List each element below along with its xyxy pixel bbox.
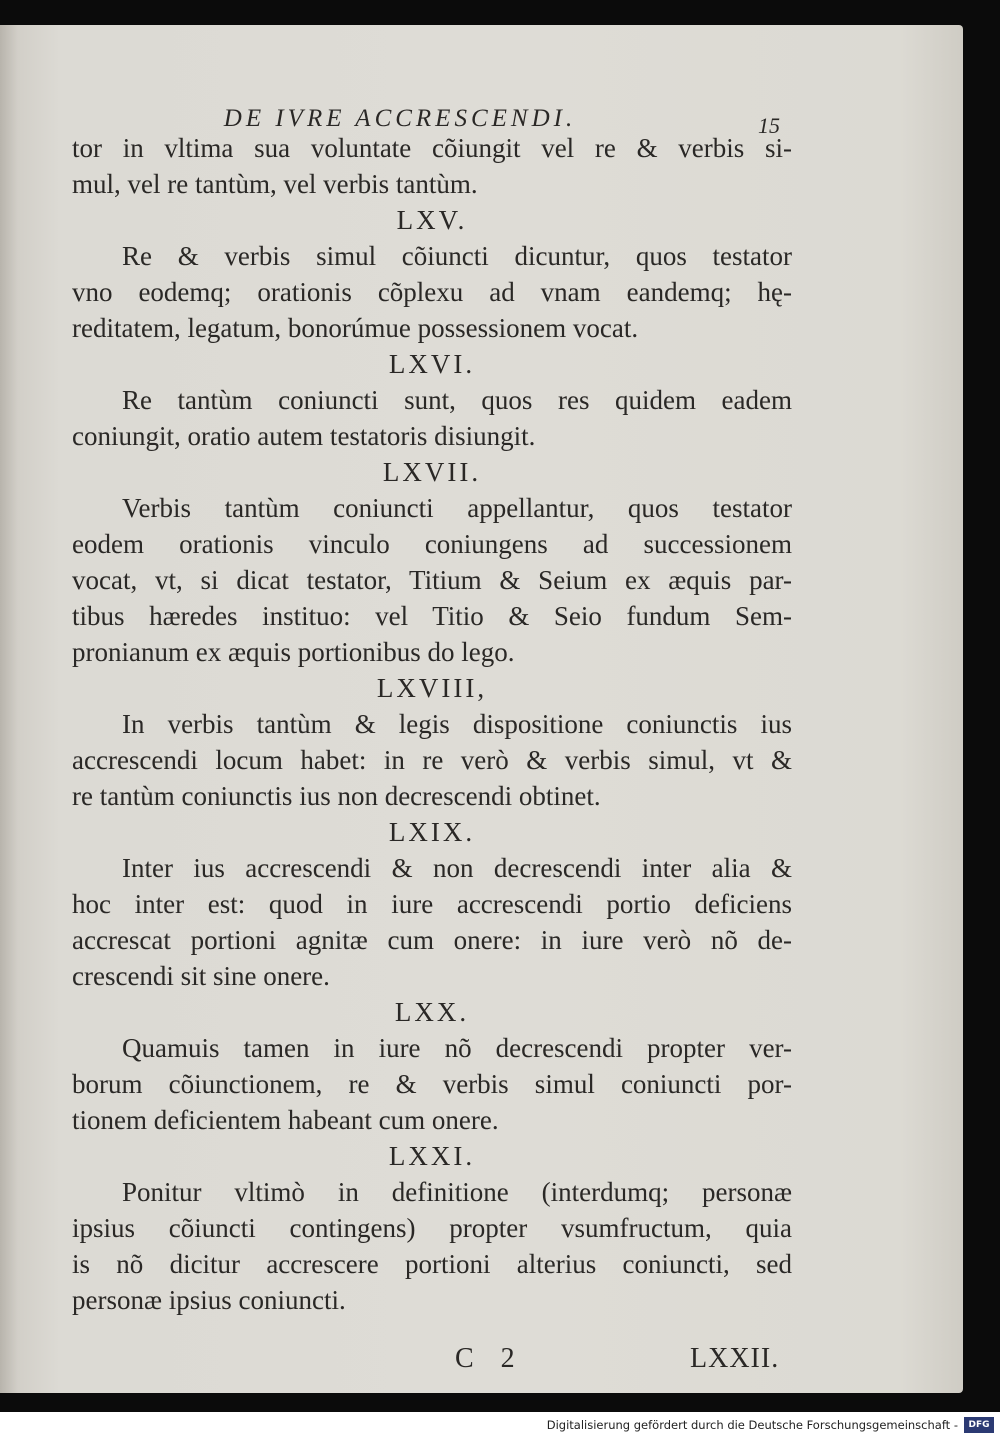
text-line: is nõ dicitur accrescere portioni alterius coniuncti, sed xyxy=(72,1249,792,1279)
text-line: hoc inter est: quod in iure accrescendi portio deficiens xyxy=(72,889,792,919)
text-line: tionem deficientem habeant cum onere. xyxy=(72,1105,499,1135)
text-line: accrescat portioni agnitæ cum onere: in iure verò nõ de- xyxy=(72,925,792,955)
text-line: mul, vel re tantùm, vel verbis tantùm. xyxy=(72,169,478,199)
section-number: LXVII. xyxy=(382,457,482,487)
section-number: LXIX. xyxy=(388,817,476,847)
text-line: accrescendi locum habet: in re verò & verbis simul, vt & xyxy=(72,745,792,775)
text-line: Re tantùm coniuncti sunt, quos res quidem eadem xyxy=(122,385,792,415)
text-line: eodem orationis vinculo coniungens ad successionem xyxy=(72,529,792,559)
digitization-footer xyxy=(0,1412,1000,1439)
text-line: ipsius cõiuncti contingens) propter vsumfructum, quia xyxy=(72,1213,792,1243)
text-line: tor in vltima sua voluntate cõiungit vel re & verbis si- xyxy=(72,133,792,163)
section-number: LXXI. xyxy=(388,1141,476,1171)
dfg-logo: DFG xyxy=(964,1417,994,1433)
text-line: vno eodemq; orationis cõplexu ad vnam eandemq; hę- xyxy=(72,277,792,307)
signature-mark: C 2 xyxy=(455,1343,525,1374)
text-line: crescendi sit sine onere. xyxy=(72,961,330,991)
text-line: Verbis tantùm coniuncti appellantur, quos testator xyxy=(122,493,792,523)
book-page xyxy=(0,25,963,1393)
running-title: DE IVRE ACCRESCENDI. xyxy=(223,105,577,132)
text-line: pronianum ex æquis portionibus do lego. xyxy=(72,637,515,667)
text-line: tibus hæredes instituo: vel Titio & Seio fundum Sem- xyxy=(72,601,792,631)
text-line: borum cõiunctionem, re & verbis simul coniuncti por- xyxy=(72,1069,792,1099)
page-number: 15 xyxy=(758,113,780,138)
section-number: LXX. xyxy=(394,997,470,1027)
text-line: reditatem, legatum, bonorúmue possessionem vocat. xyxy=(72,313,639,343)
text-line: Inter ius accrescendi & non decrescendi inter alia & xyxy=(122,853,792,883)
text-line: re tantùm coniunctis ius non decrescendi obtinet. xyxy=(72,781,601,811)
funding-credit: Digitalisierung gefördert durch die Deutsche Forschungsgemeinschaft - xyxy=(546,1418,958,1432)
text-line: coniungit, oratio autem testatoris disiungit. xyxy=(72,421,536,451)
body-text xyxy=(72,130,792,1318)
text-line: In verbis tantùm & legis dispositione coniunctis ius xyxy=(122,709,792,739)
text-line: personæ ipsius coniuncti. xyxy=(72,1285,346,1315)
text-line: Quamuis tamen in iure nõ decrescendi propter ver- xyxy=(122,1033,792,1063)
section-number: LXVI. xyxy=(388,349,476,379)
section-number: LXV. xyxy=(396,205,468,235)
catchword: LXXII. xyxy=(690,1343,780,1374)
text-line: Re & verbis simul cõiuncti dicuntur, quos testator xyxy=(122,241,792,271)
text-line: Ponitur vltimò in definitione (interdumq; personæ xyxy=(122,1177,792,1207)
text-line: vocat, vt, si dicat testator, Titium & Seium ex æquis par- xyxy=(72,565,792,595)
section-number: LXVIII, xyxy=(376,673,488,703)
